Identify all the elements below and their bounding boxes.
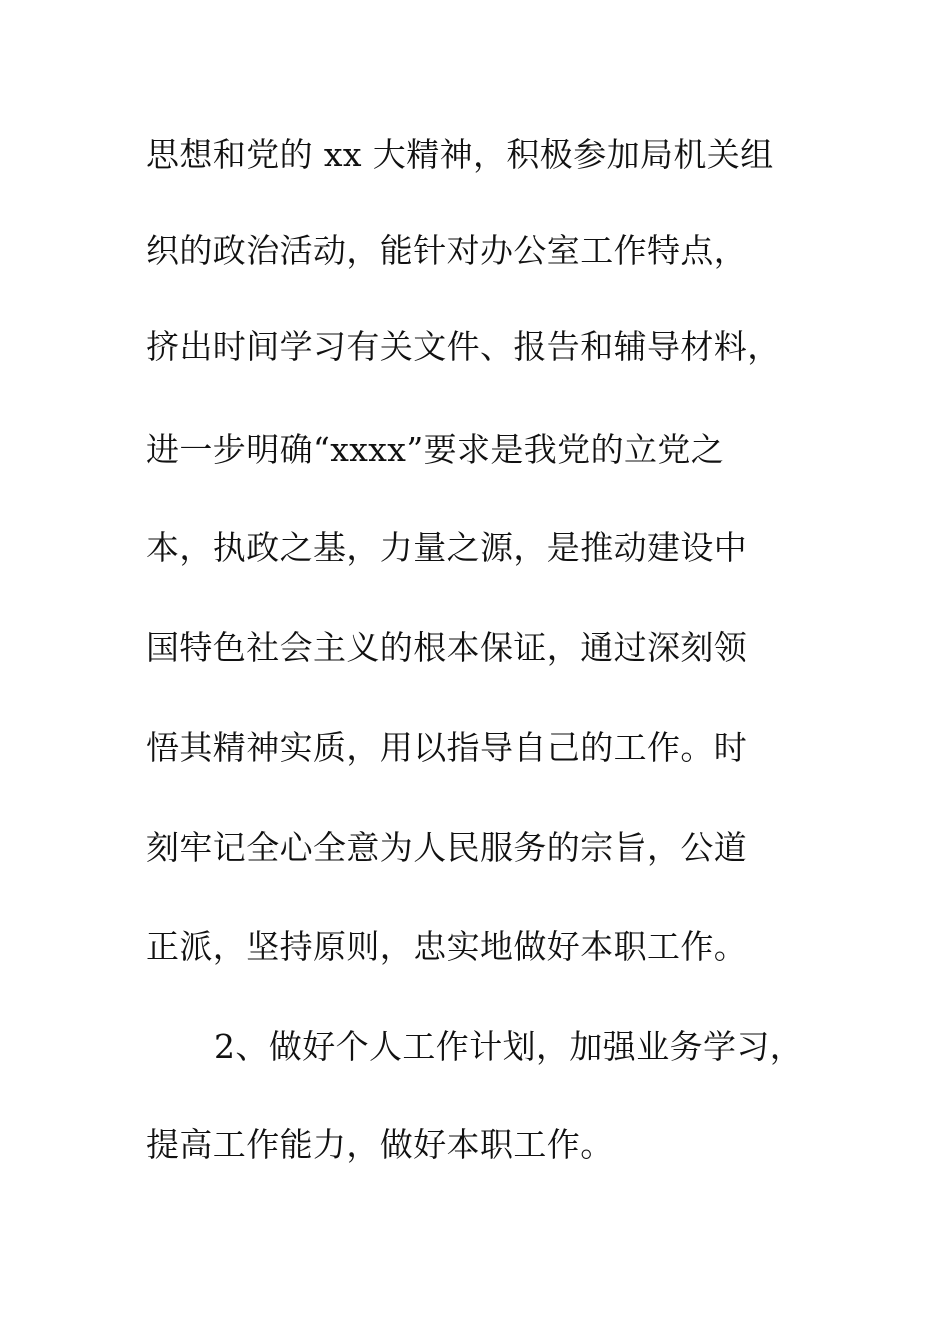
body-text-line: 刻牢记全心全意为人民服务的宗旨，公道	[146, 828, 748, 867]
numbered-paragraph-line: 2、做好个人工作计划，加强业务学习，	[214, 1027, 804, 1066]
body-text-line: 挤出时间学习有关文件、报告和辅导材料，	[146, 327, 781, 366]
body-text-line: 国特色社会主义的根本保证，通过深刻领	[146, 628, 748, 667]
body-text-line: 织的政治活动，能针对办公室工作特点，	[146, 231, 748, 270]
body-text-line: 提高工作能力，做好本职工作。	[146, 1125, 614, 1164]
body-text-line: 本，执政之基，力量之源，是推动建设中	[146, 528, 748, 567]
body-text-line: 思想和党的 xx 大精神，积极参加局机关组	[146, 135, 774, 174]
body-text-line: 进一步明确“xxxx”要求是我党的立党之	[146, 430, 725, 469]
body-text-line: 悟其精神实质，用以指导自己的工作。时	[146, 728, 748, 767]
body-text-line: 正派，坚持原则，忠实地做好本职工作。	[146, 927, 748, 966]
